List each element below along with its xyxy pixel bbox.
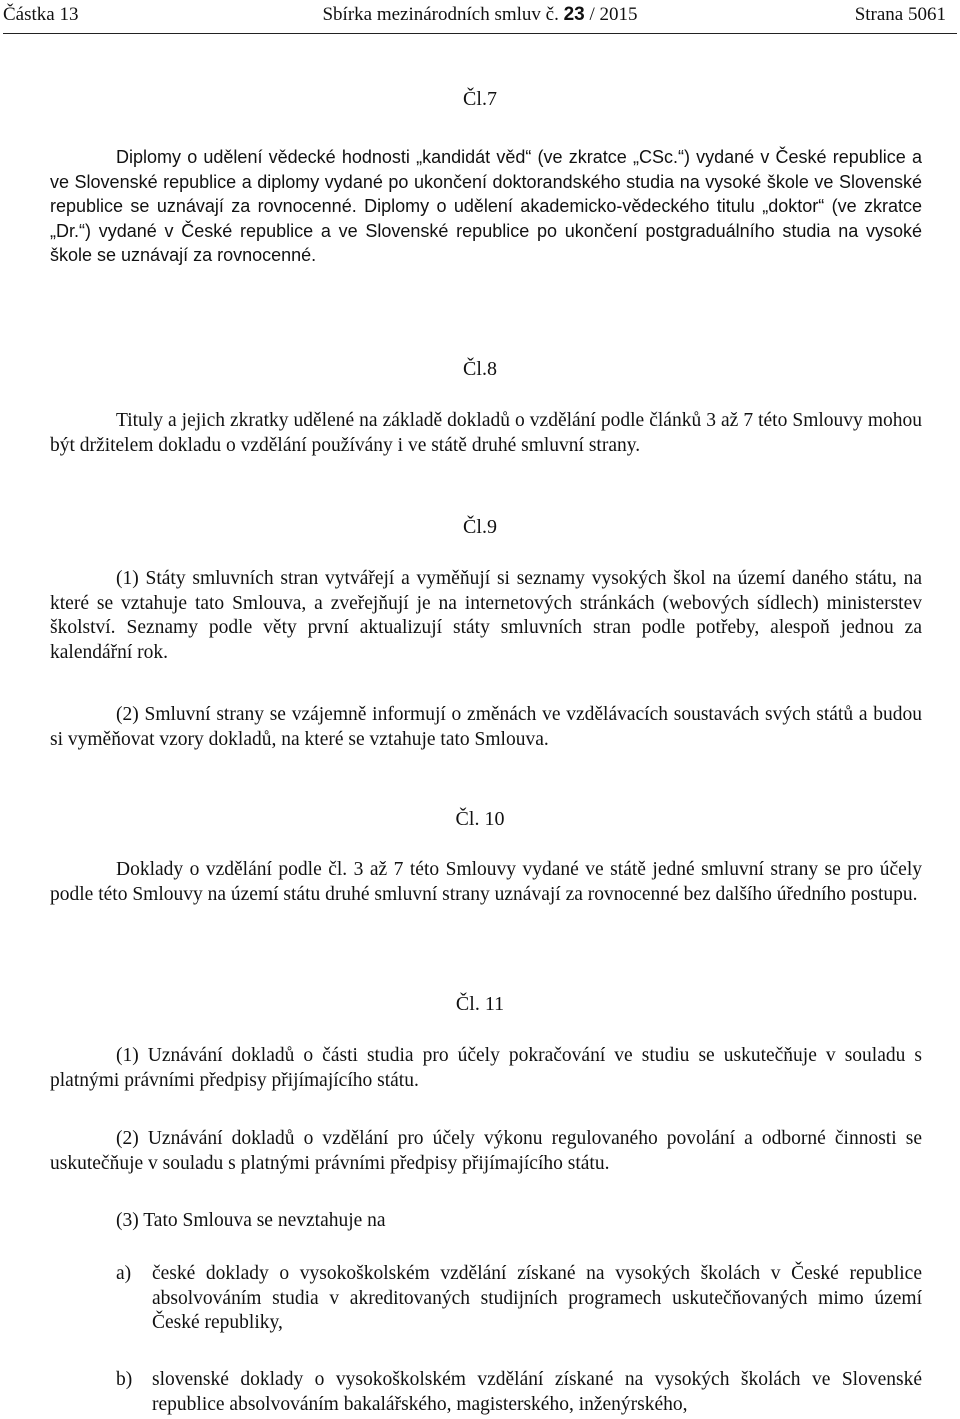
list-item-text: české doklady o vysokoškolském vzdělání získané na vysokých školách v České republice absolvováním studia v akreditovaných studijních programech uskutečňovaných mimo území České republiky, — [152, 1263, 922, 1333]
article-9-paragraph-2 — [50, 703, 922, 752]
article-10-body: Doklady o vzdělání podle čl. 3 až 7 této Smlouvy vydané ve státě jedné smluvní strany se pro účely podle této Smlouvy na území státu druhé smluvní strany uznávají za rovnocenné bez dalšího úředního postupu. — [50, 859, 922, 905]
article-11-paragraph-2-text: (2) Uznávání dokladů o vzdělání pro účely výkonu regulovaného povolání a odborné činnosti se uskutečňuje v souladu s platnými právními předpisy přijímajícího státu. — [50, 1128, 922, 1174]
list-item-letter: b) — [116, 1369, 133, 1390]
article-11-paragraph-1-text: (1) Uznávání dokladů o části studia pro účely pokračování ve studiu se uskutečňuje v souladu s platnými právními předpisy přijímajícího státu. — [50, 1045, 922, 1091]
page-header — [0, 0, 960, 30]
article-9-paragraph-1 — [50, 567, 922, 665]
article-8-body: Tituly a jejich zkratky udělené na základě dokladů o vzdělání podle článků 3 až 7 této Smlouvy mohou být držitelem dokladu o vzdělání používány i ve státě druhé smluvní strany. — [50, 410, 922, 456]
list-item-text: slovenské doklady o vysokoškolském vzdělání získané na vysokých školách ve Slovenské republice absolvováním bakalářského, magisterského, inženýrského, — [152, 1369, 922, 1415]
article-11-paragraph-2 — [50, 1127, 922, 1176]
header-divider — [3, 33, 957, 34]
article-11-paragraph-3: (3) Tato Smlouva se nevztahuje na — [116, 1210, 386, 1231]
article-7-heading: Čl.7 — [463, 88, 497, 110]
header-collection-year: / 2015 — [589, 4, 638, 25]
article-8-heading: Čl.8 — [463, 358, 497, 380]
article-7-body: Diplomy o udělení vědecké hodnosti „kandidát věd“ (ve zkratce „CSc.“) vydané v České republice a ve Slovenské republice a diplomy vydané po ukončení doktorandského studia na vysoké škole ve Slovenské republice se uznávají za rovnocenné. Diplomy o udělení akademicko-vědeckého titulu „doktor“ (ve zkratce „Dr.“) vydané v České republice a ve Slovenské republice po ukončení postgraduálního studia na vysoké škole se uznávají za rovnocenné. — [50, 147, 922, 265]
article-7-text — [50, 145, 922, 268]
header-part: Částka 13 — [3, 4, 79, 25]
article-11-paragraph-1 — [50, 1044, 922, 1093]
article-9-paragraph-2-text: (2) Smluvní strany se vzájemně informují o změnách ve vzdělávacích soustavách svých států a budou si vyměňovat vzory dokladů, na které se vztahuje tato Smlouva. — [50, 704, 922, 750]
header-collection-number: 23 — [563, 4, 585, 25]
list-item-letter: a) — [116, 1263, 132, 1284]
article-10-text — [50, 858, 922, 907]
article-11-heading: Čl. 11 — [455, 993, 505, 1015]
article-9-heading: Čl.9 — [463, 516, 497, 538]
article-9-paragraph-1-text: (1) Státy smluvních stran vytvářejí a vyměňují si seznamy vysokých škol na území daného státu, na které se vztahuje tato Smlouva, a zveřejňují je na internetových stránkách (webových sídlech) ministerstev školství. Seznamy podle věty první aktualizují státy smluvních stran podle potřeby, alespoň jednou za kalendářní rok. — [50, 568, 922, 663]
header-collection — [0, 4, 960, 26]
header-collection-prefix: Sbírka mezinárodních smluv č. — [322, 4, 559, 25]
header-page-number: Strana 5061 — [854, 4, 946, 25]
article-8-text — [50, 409, 922, 458]
article-10-heading: Čl. 10 — [455, 808, 505, 830]
